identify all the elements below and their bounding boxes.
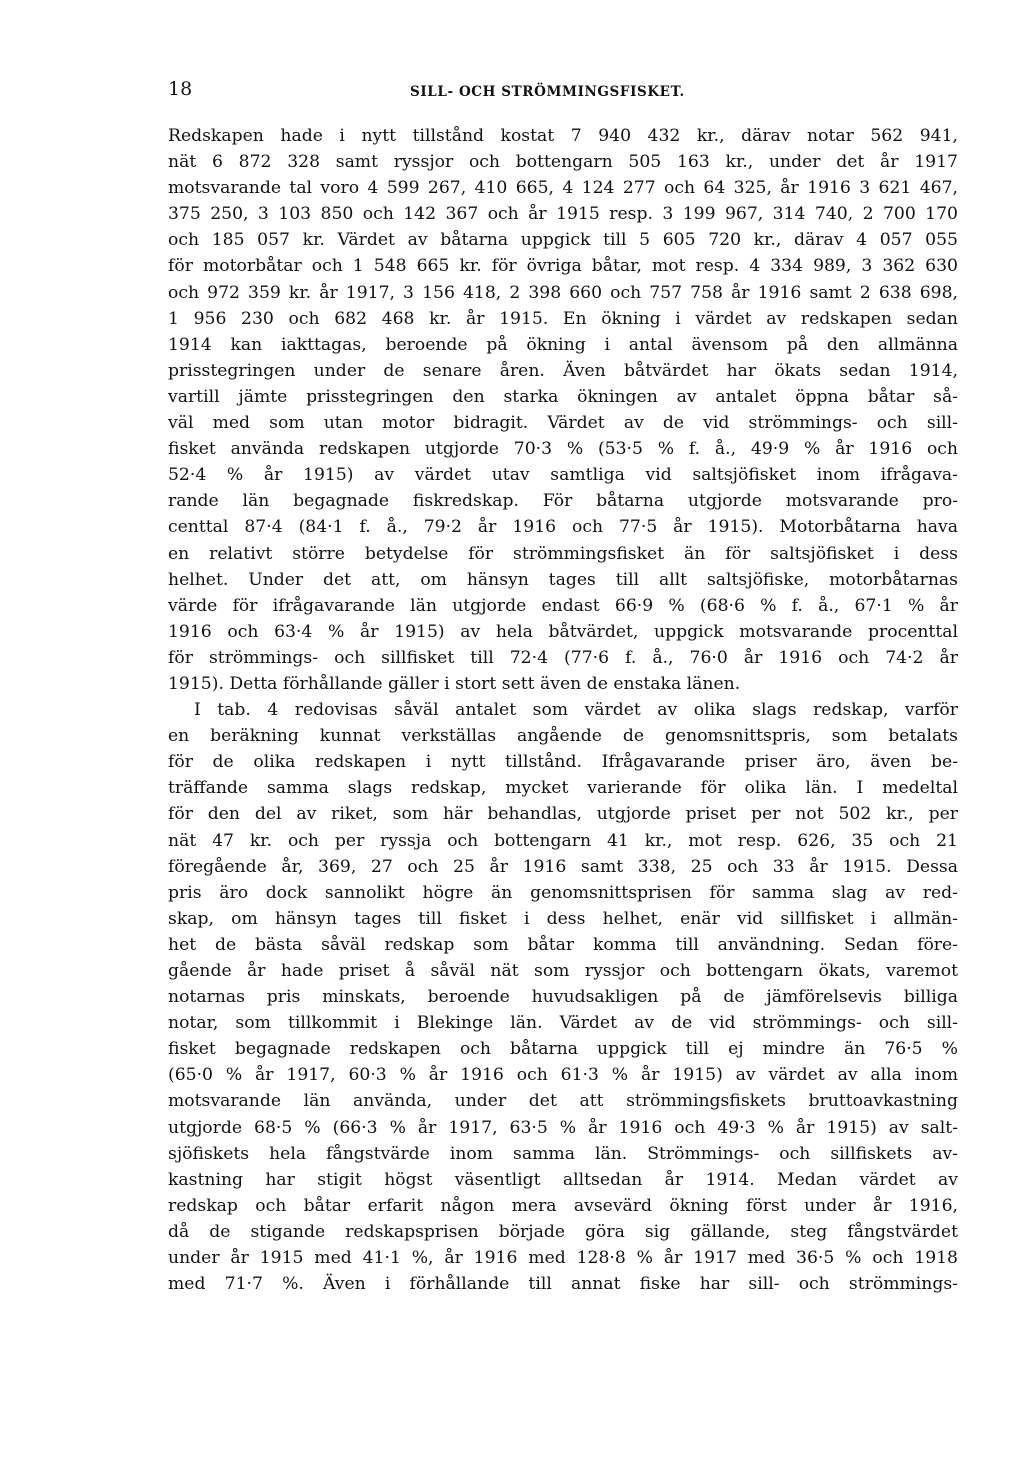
text-line: 1915). Detta förhållande gäller i stort sett även de enstaka länen. <box>168 673 741 694</box>
text-line: notarnas pris minskats, beroende huvudsakligen på de jämförelsevis billiga <box>168 987 958 1008</box>
text-line: för strömmings- och sillfisket till 72·4 (77·6 f. å., 76·0 år 1916 och 74·2 år <box>168 647 958 668</box>
text-line: 375 250, 3 103 850 och 142 367 och år 1915 resp. 3 199 967, 314 740, 2 700 170 <box>168 204 958 225</box>
text-line: I tab. 4 redovisas såväl antalet som värdet av olika slags redskap, varför <box>194 700 958 721</box>
text-line: för motorbåtar och 1 548 665 kr. för övriga båtar, mot resp. 4 334 989, 3 362 630 <box>168 256 958 277</box>
body-text <box>168 123 958 1297</box>
page-header <box>168 78 958 104</box>
text-line: 1916 och 63·4 % år 1915) av hela båtvärdet, uppgick motsvarande procenttal <box>168 621 958 642</box>
text-line: gående år hade priset å såväl nät som ryssjor och bottengarn ökats, varemot <box>168 961 958 981</box>
text-line: nät 47 kr. och per ryssja och bottengarn 41 kr., mot resp. 626, 35 och 21 <box>168 830 958 851</box>
text-line: motsvarande tal voro 4 599 267, 410 665, 4 124 277 och 64 325, år 1916 3 621 467, <box>168 178 958 199</box>
text-line: kastning har stigit högst väsentligt alltsedan år 1914. Medan värdet av <box>168 1169 958 1190</box>
text-line: prisstegringen under de senare åren. Även båtvärdet har ökats sedan 1914, <box>168 360 958 381</box>
text-line: för de olika redskapen i nytt tillstånd. Ifrågavarande priser äro, även be- <box>168 752 958 773</box>
text-line: sjöfiskets hela fångstvärde inom samma län. Strömmings- och sillfiskets av- <box>168 1143 958 1164</box>
text-line: och 185 057 kr. Värdet av båtarna uppgick till 5 605 720 kr., därav 4 057 055 <box>168 230 958 251</box>
text-line: fisket använda redskapen utgjorde 70·3 % (53·5 % f. å., 49·9 % år 1916 och <box>168 439 958 460</box>
text-line: notar, som tillkommit i Blekinge län. Värdet av de vid strömmings- och sill- <box>168 1013 958 1034</box>
paragraph-2 <box>168 697 958 1297</box>
text-line: väl med som utan motor bidragit. Värdet av de vid strömmings- och sill- <box>168 413 958 434</box>
text-line: Redskapen hade i nytt tillstånd kostat 7 940 432 kr., därav notar 562 941, <box>168 126 958 146</box>
page-number: 18 <box>168 78 193 100</box>
text-line: träffande samma slags redskap, mycket varierande för olika län. I medeltal <box>168 778 958 799</box>
text-line: centtal 87·4 (84·1 f. å., 79·2 år 1916 och 77·5 år 1915). Motorbåtarna hava <box>168 517 958 538</box>
text-line: föregående år, 369, 27 och 25 år 1916 samt 338, 25 och 33 år 1915. Dessa <box>168 856 958 877</box>
text-line: och 972 359 kr. år 1917, 3 156 418, 2 398 660 och 757 758 år 1916 samt 2 638 698, <box>168 282 958 303</box>
text-line: vartill jämte prisstegringen den starka ökningen av antalet öppna båtar så- <box>168 386 958 407</box>
text-line: 1914 kan iakttagas, beroende på ökning i antal ävensom på den allmänna <box>168 334 958 355</box>
text-line: nät 6 872 328 samt ryssjor och bottengarn 505 163 kr., under det år 1917 <box>168 152 958 173</box>
text-line: då de stigande redskapsprisen började göra sig gällande, steg fångstvärdet <box>168 1221 958 1242</box>
text-line: pris äro dock sannolikt högre än genomsnittsprisen för samma slag av red- <box>168 882 958 903</box>
text-line: en beräkning kunnat verkställas angående de genomsnittspris, som betalats <box>168 726 958 747</box>
text-line: rande län begagnade fiskredskap. För båtarna utgjorde motsvarande pro- <box>168 491 958 512</box>
text-line: utgjorde 68·5 % (66·3 % år 1917, 63·5 % år 1916 och 49·3 % år 1915) av salt- <box>168 1117 958 1138</box>
text-line: 52·4 % år 1915) av värdet utav samtliga vid saltsjöfisket inom ifrågava- <box>168 465 958 486</box>
text-line: för den del av riket, som här behandlas, utgjorde priset per not 502 kr., per <box>168 804 958 825</box>
text-line: (65·0 % år 1917, 60·3 % år 1916 och 61·3 % år 1915) av värdet av alla inom <box>168 1065 958 1086</box>
text-line: med 71·7 %. Även i förhållande till annat fiske har sill- och strömmings- <box>168 1274 958 1295</box>
text-line: redskap och båtar erfarit någon mera avsevärd ökning först under år 1916, <box>168 1195 958 1216</box>
text-line: 1 956 230 och 682 468 kr. år 1915. En ökning i värdet av redskapen sedan <box>168 308 958 329</box>
text-line: en relativt större betydelse för strömmingsfisket än för saltsjöfisket i dess <box>168 543 958 564</box>
text-line: värde för ifrågavarande län utgjorde endast 66·9 % (68·6 % f. å., 67·1 % år <box>168 595 958 616</box>
running-title: SILL- OCH STRÖMMINGSFISKET. <box>410 84 685 100</box>
text-line: under år 1915 med 41·1 %, år 1916 med 128·8 % år 1917 med 36·5 % och 1918 <box>168 1248 958 1269</box>
text-line: motsvarande län använda, under det att strömmingsfiskets bruttoavkastning <box>168 1091 958 1112</box>
text-line: skap, om hänsyn tages till fisket i dess helhet, enär vid sillfisket i allmän- <box>168 908 958 929</box>
paragraph-1 <box>168 123 958 697</box>
text-line: helhet. Under det att, om hänsyn tages till allt saltsjöfiske, motorbåtarnas <box>168 569 958 590</box>
text-line: het de bästa såväl redskap som båtar komma till användning. Sedan före- <box>168 934 958 955</box>
text-line: fisket begagnade redskapen och båtarna uppgick till ej mindre än 76·5 % <box>168 1039 958 1060</box>
